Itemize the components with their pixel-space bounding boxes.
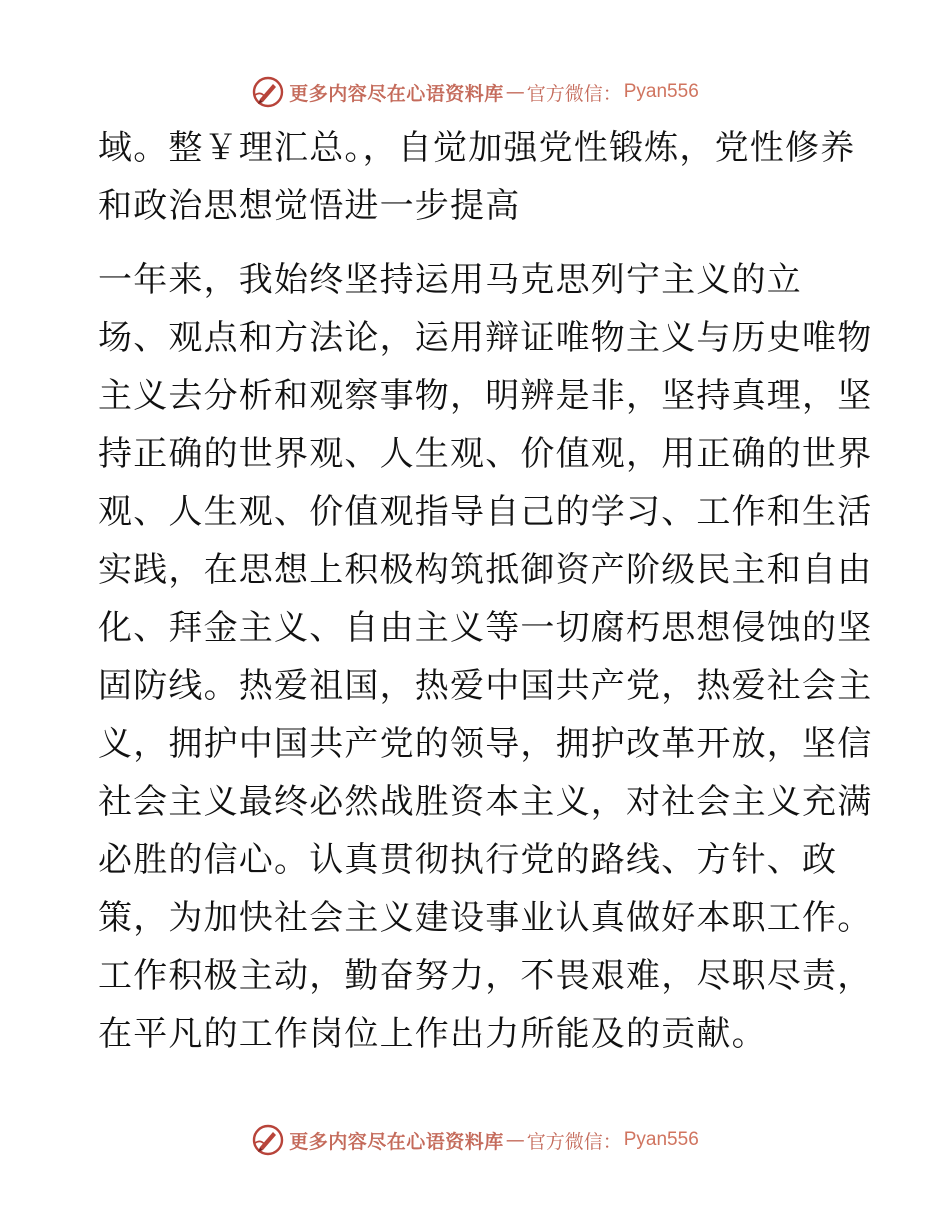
body-line: 持正确的世界观、人生观、价值观，用正确的世界 [98, 434, 873, 474]
body-line: 必胜的信心。认真贯彻执行党的路线、方针、政 [98, 840, 838, 880]
body-line: 实践，在思想上积极构筑抵御资产阶级民主和自由 [98, 550, 873, 590]
footer-banner [0, 1118, 950, 1162]
banner-separator: — [505, 1129, 525, 1151]
body-line: 化、拜金主义、自由主义等一切腐朽思想侵蚀的坚 [98, 608, 873, 648]
body-line: 场、观点和方法论，运用辩证唯物主义与历史唯物 [98, 318, 873, 358]
banner-main-text: 更多内容尽在心语资料库 [289, 82, 504, 105]
body-line: 工作积极主动，勤奋努力，不畏艰难，尽职尽责， [98, 956, 873, 996]
pen-logo-icon [251, 1123, 285, 1157]
body-line: 在平凡的工作岗位上作出力所能及的贡献。 [98, 1014, 767, 1054]
body-line: 和政治思想觉悟进一步提高 [98, 186, 521, 226]
body-line: 域。整￥理汇总。，自觉加强党性锻炼，党性修养 [98, 128, 856, 168]
pen-logo-icon [251, 75, 285, 109]
body-line: 一年来，我始终坚持运用马克思列宁主义的立 [98, 260, 802, 300]
body-line: 固防线。热爱祖国，热爱中国共产党，热爱社会主 [98, 666, 873, 706]
body-line: 义，拥护中国共产党的领导，拥护改革开放，坚信 [98, 724, 873, 764]
body-line: 社会主义最终必然战胜资本主义，对社会主义充满 [98, 782, 873, 822]
banner-wechat-label: 官方微信： [526, 82, 622, 105]
banner-wechat-id: Pyan556 [623, 1129, 699, 1150]
banner-main-text: 更多内容尽在心语资料库 [289, 1130, 504, 1153]
body-line: 观、人生观、价值观指导自己的学习、工作和生活 [98, 492, 873, 532]
header-banner [0, 70, 950, 114]
body-line: 主义去分析和观察事物，明辨是非，坚持真理，坚 [98, 376, 873, 416]
banner-wechat-label: 官方微信： [526, 1130, 622, 1153]
banner-wechat-id: Pyan556 [623, 81, 699, 102]
banner-separator: — [505, 81, 525, 103]
body-line: 策，为加快社会主义建设事业认真做好本职工作。 [98, 898, 873, 938]
